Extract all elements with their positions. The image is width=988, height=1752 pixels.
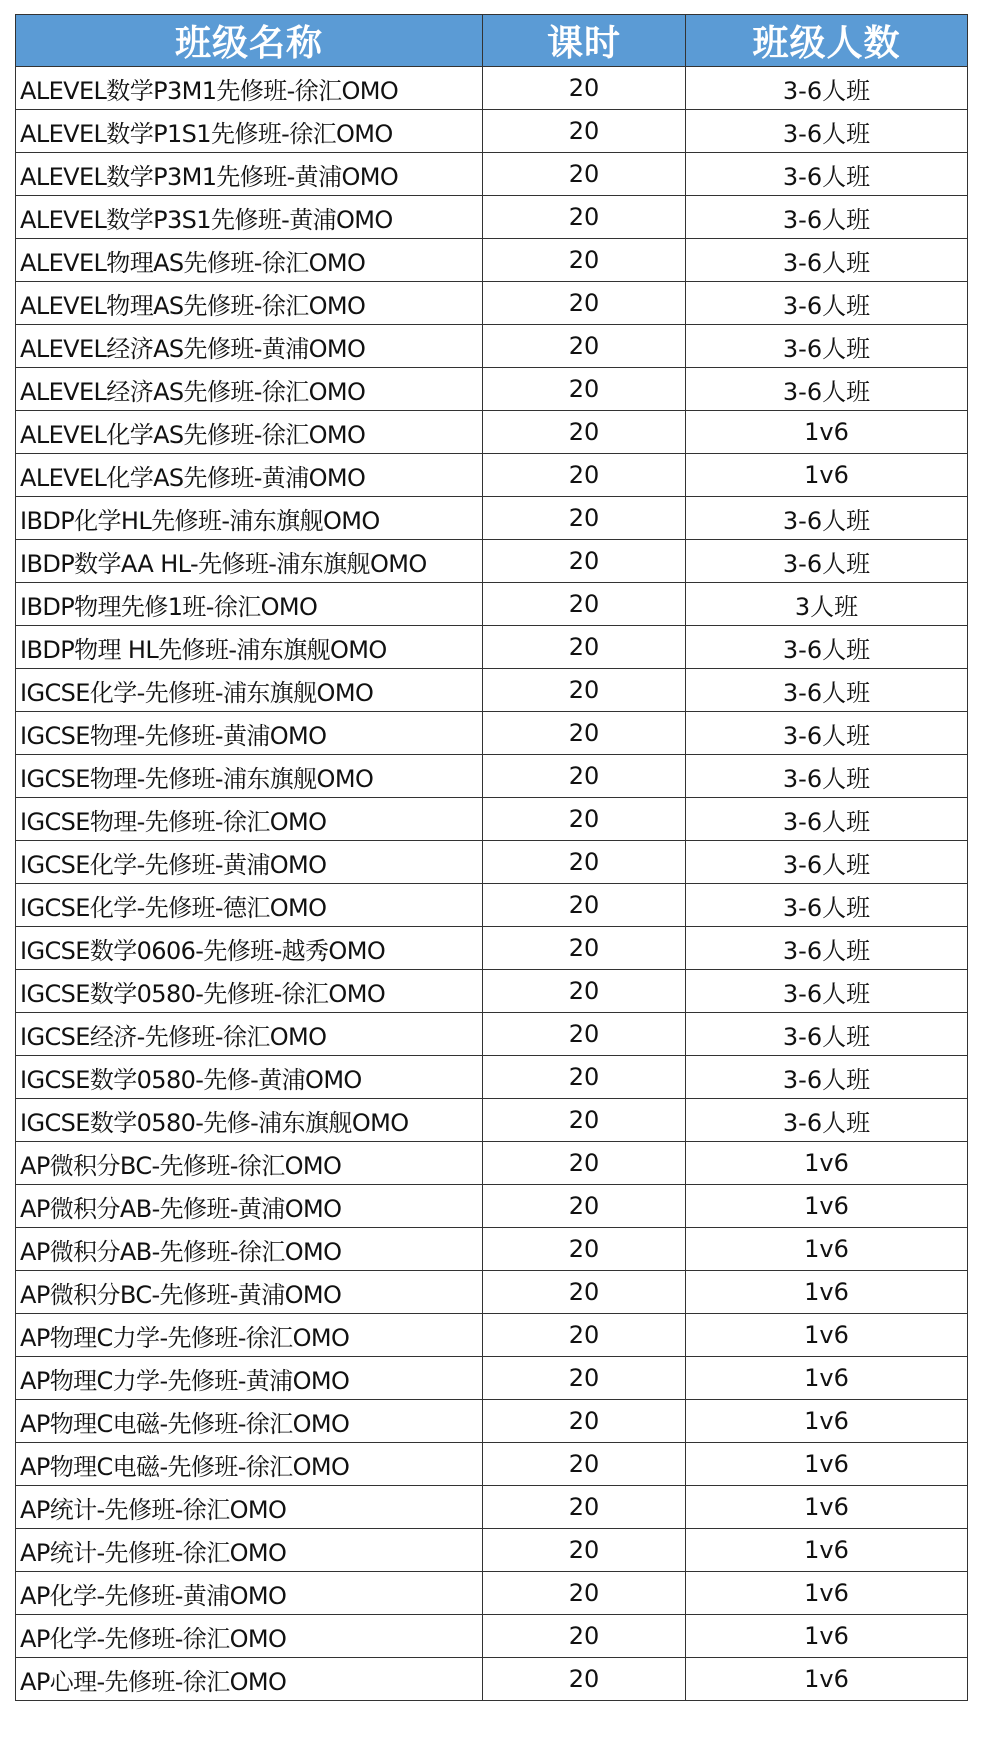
hours-cell: 20: [483, 1658, 686, 1701]
class-size-cell: 3人班: [686, 583, 968, 626]
class-name-cell: IGCSE物理-先修班-浦东旗舰OMO: [16, 755, 483, 798]
class-size-cell: 3-6人班: [686, 239, 968, 282]
header-class-size: 班级人数: [686, 15, 968, 67]
class-name-cell: ALEVEL经济AS先修班-黄浦OMO: [16, 325, 483, 368]
hours-cell: 20: [483, 540, 686, 583]
class-size-cell: 3-6人班: [686, 325, 968, 368]
class-size-cell: 1v6: [686, 1142, 968, 1185]
table-row: [16, 1357, 968, 1400]
hours-cell: 20: [483, 454, 686, 497]
hours-cell: 20: [483, 1572, 686, 1615]
class-size-cell: 1v6: [686, 1615, 968, 1658]
table-row: [16, 540, 968, 583]
hours-cell: 20: [483, 626, 686, 669]
class-name-cell: AP微积分AB-先修班-黄浦OMO: [16, 1185, 483, 1228]
class-size-cell: 3-6人班: [686, 927, 968, 970]
table-row: [16, 1185, 968, 1228]
class-name-cell: ALEVEL物理AS先修班-徐汇OMO: [16, 282, 483, 325]
class-name-cell: IGCSE数学0580-先修班-徐汇OMO: [16, 970, 483, 1013]
class-size-cell: 3-6人班: [686, 1013, 968, 1056]
class-name-cell: AP微积分BC-先修班-徐汇OMO: [16, 1142, 483, 1185]
class-size-cell: 1v6: [686, 1443, 968, 1486]
class-size-cell: 1v6: [686, 411, 968, 454]
table-row: [16, 927, 968, 970]
class-size-cell: 3-6人班: [686, 110, 968, 153]
table-row: [16, 1142, 968, 1185]
hours-cell: 20: [483, 1615, 686, 1658]
class-size-cell: 3-6人班: [686, 1099, 968, 1142]
class-name-cell: AP物理C力学-先修班-徐汇OMO: [16, 1314, 483, 1357]
table-row: [16, 1443, 968, 1486]
hours-cell: 20: [483, 110, 686, 153]
hours-cell: 20: [483, 841, 686, 884]
hours-cell: 20: [483, 1056, 686, 1099]
class-name-cell: ALEVEL数学P3S1先修班-黄浦OMO: [16, 196, 483, 239]
hours-cell: 20: [483, 755, 686, 798]
course-table-container: [15, 14, 967, 1701]
table-row: [16, 196, 968, 239]
class-name-cell: ALEVEL数学P3M1先修班-黄浦OMO: [16, 153, 483, 196]
table-row: [16, 1658, 968, 1701]
class-name-cell: ALEVEL化学AS先修班-黄浦OMO: [16, 454, 483, 497]
table-row: [16, 1400, 968, 1443]
table-row: [16, 626, 968, 669]
hours-cell: 20: [483, 884, 686, 927]
class-name-cell: AP统计-先修班-徐汇OMO: [16, 1529, 483, 1572]
table-body: [16, 67, 968, 1701]
table-header: [16, 15, 968, 67]
table-row: [16, 884, 968, 927]
class-name-cell: AP物理C电磁-先修班-徐汇OMO: [16, 1400, 483, 1443]
class-size-cell: 3-6人班: [686, 153, 968, 196]
table-row: [16, 1228, 968, 1271]
hours-cell: 20: [483, 1142, 686, 1185]
hours-cell: 20: [483, 239, 686, 282]
class-size-cell: 1v6: [686, 1658, 968, 1701]
hours-cell: 20: [483, 325, 686, 368]
hours-cell: 20: [483, 1099, 686, 1142]
table-row: [16, 712, 968, 755]
class-size-cell: 1v6: [686, 1271, 968, 1314]
class-name-cell: ALEVEL化学AS先修班-徐汇OMO: [16, 411, 483, 454]
class-size-cell: 1v6: [686, 454, 968, 497]
table-row: [16, 454, 968, 497]
table-row: [16, 1615, 968, 1658]
class-name-cell: AP化学-先修班-黄浦OMO: [16, 1572, 483, 1615]
class-size-cell: 3-6人班: [686, 669, 968, 712]
class-name-cell: ALEVEL物理AS先修班-徐汇OMO: [16, 239, 483, 282]
class-name-cell: AP化学-先修班-徐汇OMO: [16, 1615, 483, 1658]
class-name-cell: IBDP数学AA HL-先修班-浦东旗舰OMO: [16, 540, 483, 583]
table-row: [16, 67, 968, 110]
hours-cell: 20: [483, 411, 686, 454]
table-row: [16, 841, 968, 884]
header-class-name: 班级名称: [16, 15, 483, 67]
class-size-cell: 3-6人班: [686, 798, 968, 841]
class-name-cell: IGCSE化学-先修班-德汇OMO: [16, 884, 483, 927]
table-row: [16, 325, 968, 368]
class-size-cell: 3-6人班: [686, 282, 968, 325]
hours-cell: 20: [483, 497, 686, 540]
hours-cell: 20: [483, 1271, 686, 1314]
table-row: [16, 1486, 968, 1529]
hours-cell: 20: [483, 798, 686, 841]
hours-cell: 20: [483, 368, 686, 411]
header-row: [16, 15, 968, 67]
class-name-cell: IGCSE化学-先修班-浦东旗舰OMO: [16, 669, 483, 712]
class-size-cell: 1v6: [686, 1486, 968, 1529]
class-size-cell: 1v6: [686, 1400, 968, 1443]
hours-cell: 20: [483, 927, 686, 970]
hours-cell: 20: [483, 1228, 686, 1271]
hours-cell: 20: [483, 1013, 686, 1056]
table-row: [16, 282, 968, 325]
table-row: [16, 669, 968, 712]
hours-cell: 20: [483, 1185, 686, 1228]
class-name-cell: AP心理-先修班-徐汇OMO: [16, 1658, 483, 1701]
class-size-cell: 3-6人班: [686, 970, 968, 1013]
class-name-cell: AP统计-先修班-徐汇OMO: [16, 1486, 483, 1529]
table-row: [16, 1529, 968, 1572]
table-row: [16, 497, 968, 540]
class-size-cell: 3-6人班: [686, 67, 968, 110]
hours-cell: 20: [483, 1529, 686, 1572]
hours-cell: 20: [483, 970, 686, 1013]
table-row: [16, 1572, 968, 1615]
header-hours: 课时: [483, 15, 686, 67]
class-size-cell: 1v6: [686, 1185, 968, 1228]
table-row: [16, 583, 968, 626]
class-size-cell: 3-6人班: [686, 368, 968, 411]
hours-cell: 20: [483, 1486, 686, 1529]
class-name-cell: IBDP物理 HL先修班-浦东旗舰OMO: [16, 626, 483, 669]
hours-cell: 20: [483, 67, 686, 110]
hours-cell: 20: [483, 153, 686, 196]
table-row: [16, 1056, 968, 1099]
hours-cell: 20: [483, 583, 686, 626]
hours-cell: 20: [483, 196, 686, 239]
class-size-cell: 3-6人班: [686, 1056, 968, 1099]
hours-cell: 20: [483, 669, 686, 712]
class-name-cell: IGCSE物理-先修班-黄浦OMO: [16, 712, 483, 755]
table-row: [16, 368, 968, 411]
table-row: [16, 153, 968, 196]
class-name-cell: AP物理C电磁-先修班-徐汇OMO: [16, 1443, 483, 1486]
class-name-cell: IGCSE物理-先修班-徐汇OMO: [16, 798, 483, 841]
class-size-cell: 1v6: [686, 1529, 968, 1572]
class-name-cell: AP微积分BC-先修班-黄浦OMO: [16, 1271, 483, 1314]
class-name-cell: AP物理C力学-先修班-黄浦OMO: [16, 1357, 483, 1400]
class-size-cell: 3-6人班: [686, 497, 968, 540]
hours-cell: 20: [483, 1400, 686, 1443]
class-size-cell: 3-6人班: [686, 712, 968, 755]
class-size-cell: 3-6人班: [686, 540, 968, 583]
table-row: [16, 1314, 968, 1357]
class-name-cell: IGCSE数学0580-先修-浦东旗舰OMO: [16, 1099, 483, 1142]
table-row: [16, 755, 968, 798]
course-table: [15, 14, 968, 1701]
table-row: [16, 411, 968, 454]
class-size-cell: 1v6: [686, 1314, 968, 1357]
table-row: [16, 1099, 968, 1142]
class-name-cell: ALEVEL数学P3M1先修班-徐汇OMO: [16, 67, 483, 110]
table-row: [16, 1013, 968, 1056]
hours-cell: 20: [483, 1443, 686, 1486]
class-size-cell: 3-6人班: [686, 884, 968, 927]
class-name-cell: IGCSE经济-先修班-徐汇OMO: [16, 1013, 483, 1056]
hours-cell: 20: [483, 712, 686, 755]
class-name-cell: IGCSE数学0580-先修-黄浦OMO: [16, 1056, 483, 1099]
table-row: [16, 1271, 968, 1314]
class-name-cell: IGCSE化学-先修班-黄浦OMO: [16, 841, 483, 884]
table-row: [16, 110, 968, 153]
class-size-cell: 1v6: [686, 1357, 968, 1400]
class-name-cell: ALEVEL数学P1S1先修班-徐汇OMO: [16, 110, 483, 153]
class-name-cell: AP微积分AB-先修班-徐汇OMO: [16, 1228, 483, 1271]
table-row: [16, 239, 968, 282]
class-name-cell: IGCSE数学0606-先修班-越秀OMO: [16, 927, 483, 970]
class-size-cell: 1v6: [686, 1572, 968, 1615]
class-size-cell: 3-6人班: [686, 626, 968, 669]
class-size-cell: 3-6人班: [686, 755, 968, 798]
table-row: [16, 970, 968, 1013]
class-size-cell: 1v6: [686, 1228, 968, 1271]
hours-cell: 20: [483, 1357, 686, 1400]
class-name-cell: IBDP化学HL先修班-浦东旗舰OMO: [16, 497, 483, 540]
hours-cell: 20: [483, 1314, 686, 1357]
hours-cell: 20: [483, 282, 686, 325]
class-name-cell: ALEVEL经济AS先修班-徐汇OMO: [16, 368, 483, 411]
table-row: [16, 798, 968, 841]
class-size-cell: 3-6人班: [686, 196, 968, 239]
class-size-cell: 3-6人班: [686, 841, 968, 884]
class-name-cell: IBDP物理先修1班-徐汇OMO: [16, 583, 483, 626]
